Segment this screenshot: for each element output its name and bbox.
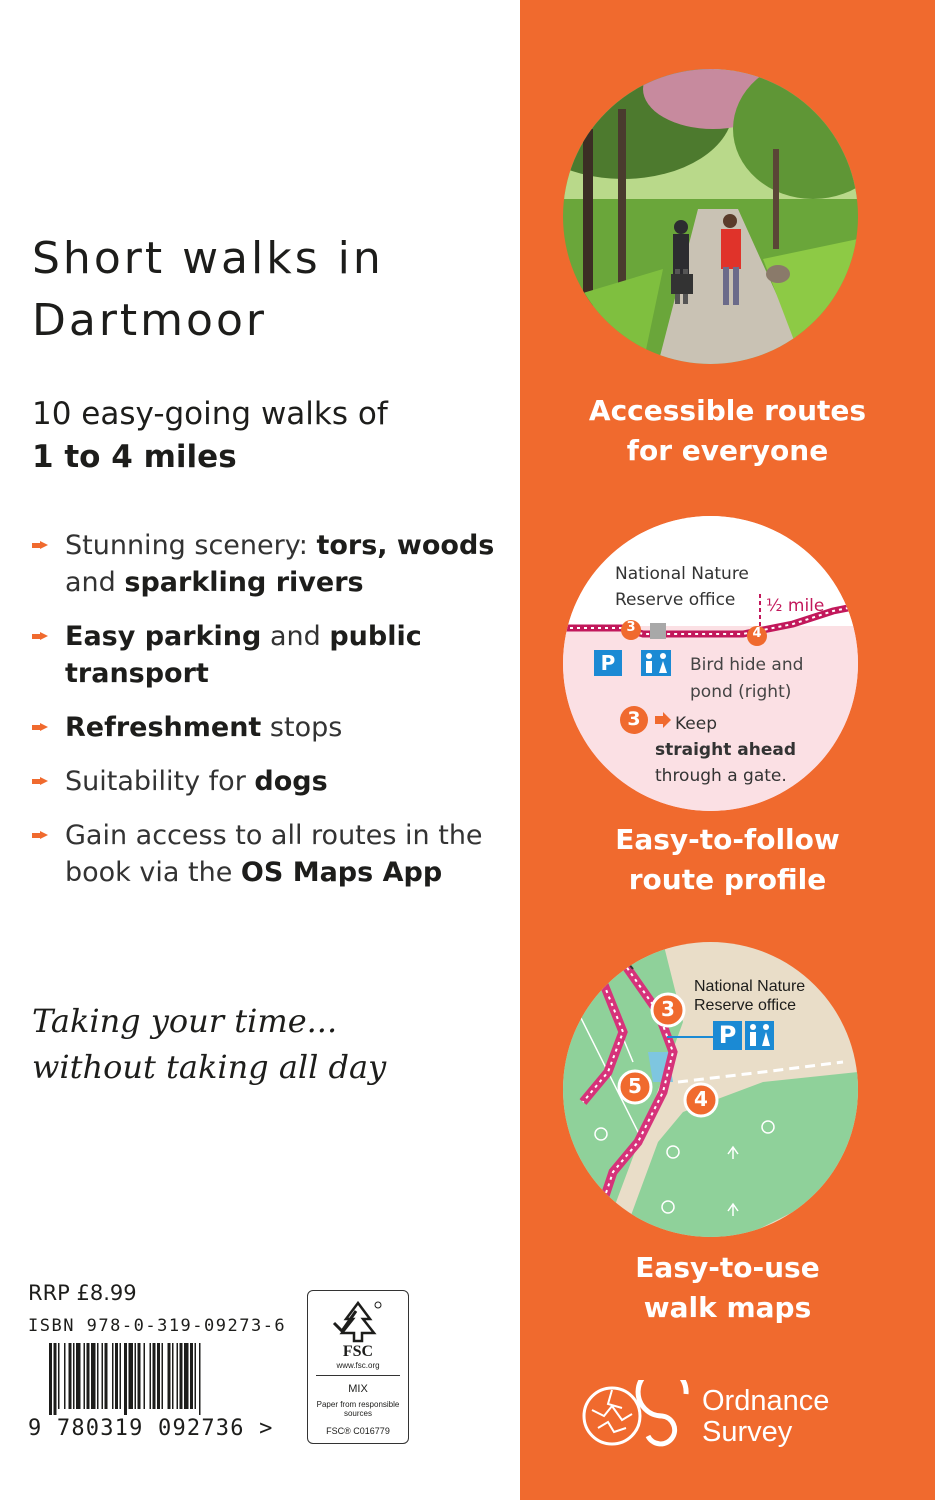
caption-line: Easy-to-use (635, 1251, 820, 1284)
bird-hide-line: Bird hide and (690, 655, 804, 675)
fsc-mix: MIX (348, 1383, 368, 1395)
fsc-code: FSC® C016779 (326, 1426, 390, 1436)
map-office-label (694, 977, 805, 1015)
tagline (32, 998, 386, 1090)
step-line: Keep (675, 714, 718, 734)
barcode-bar (144, 1343, 146, 1409)
barcode-bar (168, 1343, 171, 1409)
tagline-line2: without taking all day (32, 1048, 387, 1086)
barcode-bar (177, 1343, 179, 1409)
bullet-bold: Refreshment (65, 712, 262, 743)
bullet-refreshment (32, 709, 502, 746)
barcode-bar (69, 1343, 72, 1409)
caption-walk-maps (520, 1248, 935, 1328)
barcode-bar (54, 1343, 57, 1415)
barcode (47, 1343, 295, 1415)
barcode-bar (84, 1343, 86, 1409)
arrow-bullet-icon (32, 541, 48, 550)
parking-letter: P (600, 651, 616, 675)
bullet-text: and (261, 621, 330, 652)
distance-label: ½ mile (766, 596, 825, 616)
walkers-photo (563, 69, 858, 364)
barcode-bar (87, 1343, 90, 1409)
barcode-bar (49, 1343, 52, 1415)
arrow-bullet-icon (32, 632, 48, 641)
publisher-line2: Survey (702, 1416, 793, 1448)
barcode-bar (58, 1343, 60, 1409)
fsc-paper: Paper from responsible sources (316, 1400, 400, 1418)
profile-marker-4: 4 (752, 626, 762, 641)
walker-left (673, 234, 689, 274)
bullet-bold: dogs (254, 766, 328, 797)
bullet-bold: OS Maps App (240, 857, 443, 888)
bullet-bold: tors, woods (316, 530, 495, 561)
profile-office-label (615, 561, 749, 613)
caption-line: Accessible routes (588, 394, 867, 427)
walker-right (721, 229, 741, 269)
book-title (32, 228, 384, 352)
barcode-bar (157, 1343, 160, 1409)
barcode-bar (124, 1343, 127, 1415)
map-office-line: Reserve office (694, 997, 796, 1014)
walk-map-illustration (563, 942, 858, 1237)
caption-line: Easy-to-follow (615, 823, 840, 856)
step-number: 3 (627, 708, 641, 730)
ordnance-survey-wordmark (702, 1386, 829, 1448)
bullet-text: Stunning scenery: (65, 530, 317, 561)
barcode-bar (135, 1343, 137, 1409)
caption-line: route profile (628, 863, 827, 896)
map-marker-3: 3 (661, 997, 675, 1021)
profile-office-line: National Nature (615, 564, 749, 584)
caption-accessible (520, 391, 935, 471)
subtitle-line2: 1 to 4 miles (32, 439, 237, 475)
caption-route-profile (520, 820, 935, 900)
fsc-tree-check-icon (328, 1299, 388, 1343)
map-marker-5: 5 (628, 1074, 642, 1098)
bullet-dogs (32, 763, 502, 800)
tagline-line1: Taking your time... (32, 1002, 338, 1040)
arrow-bullet-icon (32, 831, 48, 840)
barcode-bar (112, 1343, 114, 1409)
fsc-divider (316, 1375, 400, 1376)
barcode-bar (115, 1343, 118, 1409)
step-line-bold: straight ahead (655, 740, 796, 760)
arrow-bullet-icon (32, 723, 48, 732)
barcode-bar (190, 1343, 193, 1409)
bird-hide-line: pond (right) (690, 682, 792, 702)
barcode-bar (120, 1343, 122, 1409)
bullet-parking (32, 618, 502, 692)
barcode-bar (91, 1343, 96, 1409)
profile-office-line: Reserve office (615, 590, 736, 610)
step-instructions (655, 711, 796, 789)
bullet-bold: public transport (65, 621, 422, 689)
barcode-bar (195, 1343, 197, 1409)
book-title-line2: Dartmoor (32, 295, 267, 346)
bullet-bold: Easy parking (65, 621, 262, 652)
bullet-app (32, 817, 502, 891)
barcode-bar (153, 1343, 156, 1409)
bullet-text: and (65, 567, 125, 598)
barcode-bar (76, 1343, 81, 1409)
bullet-bold: sparkling rivers (124, 567, 364, 598)
bullet-text: Gain access to all routes in the book via the (65, 820, 483, 888)
caption-line: for everyone (626, 434, 829, 467)
barcode-bar (172, 1343, 174, 1409)
bullet-scenery (32, 527, 502, 601)
feature-bullet-list (32, 527, 502, 908)
dog (766, 265, 790, 283)
map-office-line: National Nature (694, 978, 806, 995)
pushchair (671, 274, 693, 294)
map-marker-4: 4 (694, 1087, 708, 1111)
fsc-badge (307, 1290, 409, 1444)
barcode-bar (64, 1343, 66, 1409)
barcode-bar (73, 1343, 75, 1409)
barcode-bar (162, 1343, 164, 1409)
bullet-text: stops (261, 712, 343, 743)
bird-hide-label (690, 652, 803, 706)
barcode-bar (138, 1343, 141, 1409)
barcode-bar (105, 1343, 108, 1409)
book-title-line1: Short walks in (32, 233, 384, 284)
map-parking-letter: P (718, 1021, 737, 1049)
barcode-bar (97, 1343, 99, 1409)
price-label: RRP £8.99 (28, 1281, 137, 1305)
arrow-bullet-icon (32, 777, 48, 786)
publisher-line1: Ordnance (702, 1385, 830, 1417)
bullet-text: Suitability for (65, 766, 255, 797)
barcode-bar (129, 1343, 134, 1409)
route-profile-illustration (563, 516, 858, 811)
subtitle-line1: 10 easy-going walks of (32, 396, 388, 432)
barcode-bar (184, 1343, 189, 1409)
step-line: through a gate. (655, 766, 787, 786)
barcode-bar (102, 1343, 104, 1409)
fsc-label: FSC (342, 1343, 374, 1360)
book-subtitle (32, 393, 388, 479)
barcode-bar (180, 1343, 183, 1409)
profile-marker-3: 3 (626, 620, 636, 635)
barcode-bar (150, 1343, 152, 1409)
caption-line: walk maps (643, 1291, 812, 1324)
barcode-bar (199, 1343, 201, 1415)
isbn-label: ISBN 978-0-319-09273-6 (28, 1316, 287, 1336)
fsc-url: www.fsc.org (336, 1361, 380, 1370)
barcode-number: 9 780319 092736 > (28, 1416, 274, 1441)
office-icon (650, 623, 666, 639)
